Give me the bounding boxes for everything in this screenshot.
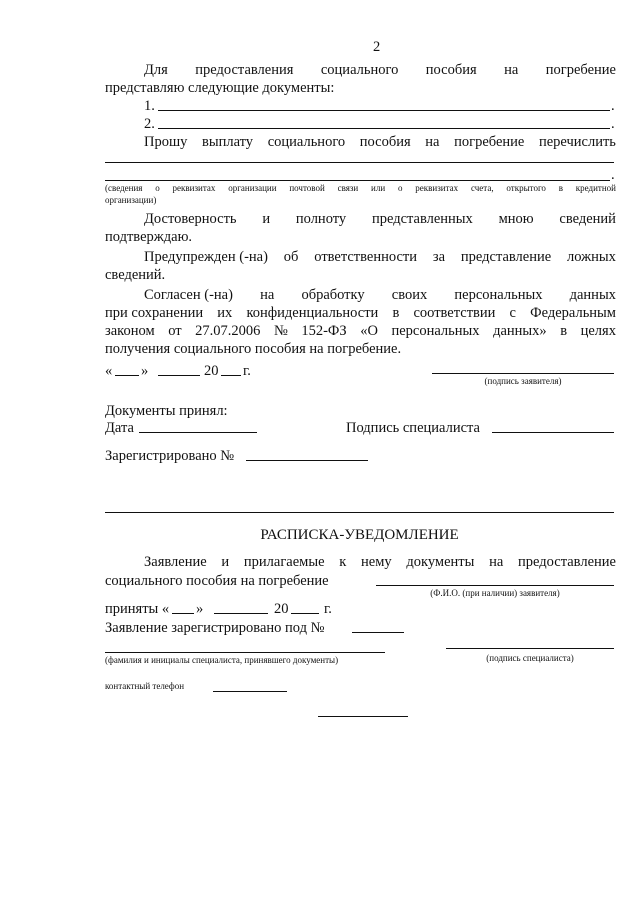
consent3-word-5: 152-ФЗ (301, 323, 347, 339)
docs-word-3: социального (320, 62, 399, 78)
receipt-word-2: и (221, 554, 230, 570)
receipt-title: РАСПИСКА-УВЕДОМЛЕНИЕ (260, 527, 459, 543)
note-word-8: о (397, 183, 403, 193)
receipt-year-prefix: 20 (274, 601, 289, 617)
receipt-month-field[interactable] (214, 613, 268, 614)
receipt-close-quote: » (196, 601, 204, 617)
specialist-name-field[interactable] (105, 652, 385, 653)
note-word-10: счета, (470, 183, 494, 193)
receipt-specialist-signature-field[interactable] (446, 648, 614, 649)
consent-line-3 (105, 322, 616, 340)
confirm-word-5: мною (498, 211, 534, 227)
warned-line-2: сведений. (105, 267, 166, 283)
cut-separator-line (105, 512, 614, 513)
note-word-5: почтовой (289, 183, 325, 193)
note-word-2: о (155, 183, 160, 193)
consent2-word-2: их (217, 305, 233, 321)
note-word-1: (сведения (105, 183, 143, 193)
accepted-title: Документы принял: (105, 403, 228, 419)
consent-line-4: получения социального пособия на погребение. (105, 341, 402, 357)
confirm-line (144, 210, 616, 228)
confirm-line-2: подтверждаю. (105, 229, 193, 245)
accepted-date-field[interactable] (139, 432, 257, 433)
doc-item-2-field[interactable] (158, 128, 610, 129)
docs-word-4: пособия (425, 62, 477, 78)
date-month-field[interactable] (158, 375, 200, 376)
pay-word-4: пособия (359, 134, 411, 150)
confirm-word-4: представленных (371, 211, 473, 227)
docs-intro-line (144, 61, 616, 79)
warned-word-1: Предупрежден (-на) (144, 249, 268, 265)
doc-item-1-field[interactable] (158, 110, 610, 111)
specialist-signature-field[interactable] (492, 432, 614, 433)
receipt-year-field[interactable] (291, 613, 319, 614)
receipt-line-1 (144, 553, 616, 571)
consent-word-3: обработку (301, 287, 365, 303)
applicant-fio-caption: (Ф.И.О. (при наличии) заявителя) (430, 588, 560, 598)
consent-line-2 (105, 304, 616, 322)
consent3-word-2: от (168, 323, 182, 339)
receipt-word-6: документы (406, 554, 475, 570)
doc-item-1-number: 1. (144, 98, 155, 114)
payment-details-caption (105, 183, 616, 194)
closing-rule (318, 716, 408, 717)
warned-line (144, 248, 616, 266)
consent2-word-6: с (509, 305, 516, 321)
contact-phone-field[interactable] (213, 691, 287, 692)
consent3-word-7: персональных (391, 323, 480, 339)
receipt-word-5: нему (361, 554, 392, 570)
date-close-quote: » (141, 363, 149, 379)
receipt-accepted-label: приняты « (105, 601, 170, 617)
consent3-word-4: № (273, 323, 288, 339)
date-year-field[interactable] (221, 375, 241, 376)
consent-word-1: Согласен (-на) (144, 287, 233, 303)
receipt-word-8: предоставление (518, 554, 616, 570)
doc-item-2-number: 2. (144, 116, 155, 132)
warned-word-2: об (283, 249, 299, 265)
docs-word-5: на (504, 62, 519, 78)
consent-word-4: своих (391, 287, 428, 303)
consent2-word-1: при сохранении (105, 305, 204, 321)
note-word-3: реквизитах (172, 183, 216, 193)
warned-word-5: представление (460, 249, 552, 265)
receipt-line-2: социального пособия на погребение (105, 573, 329, 589)
pay-word-3: социального (267, 134, 346, 150)
note-word-12: в (558, 183, 563, 193)
warned-word-6: ложных (567, 249, 616, 265)
receipt-registered-label: Заявление зарегистрировано под № (105, 620, 325, 636)
warned-word-3: ответственности (314, 249, 418, 265)
confirm-word-2: и (262, 211, 271, 227)
note-word-7: или (371, 183, 386, 193)
consent3-word-8: данных» (493, 323, 547, 339)
consent-line-1 (144, 286, 616, 304)
warned-word-4: за (432, 249, 446, 265)
receipt-word-7: на (489, 554, 504, 570)
payment-details-field-2[interactable] (105, 180, 610, 181)
consent3-word-1: законом (105, 323, 155, 339)
pay-word-6: погребение (454, 134, 525, 150)
confirm-word-1: Достоверность (144, 211, 237, 227)
applicant-fio-field[interactable] (376, 585, 614, 586)
specialist-name-caption: (фамилия и инициалы специалиста, принявшего документы) (105, 655, 339, 665)
confirm-word-3: полноту (295, 211, 347, 227)
docs-word-1: Для (144, 62, 168, 78)
consent2-word-3: конфиденциальности (246, 305, 379, 321)
receipt-registered-field[interactable] (352, 632, 404, 633)
date-g: г. (243, 363, 251, 379)
registered-number-field[interactable] (246, 460, 368, 461)
receipt-specialist-signature-caption: (подпись специалиста) (486, 653, 574, 663)
docs-intro-line-2: представляю следующие документы: (105, 80, 335, 96)
receipt-word-4: к (339, 554, 347, 570)
pay-word-7: перечислить (538, 134, 616, 150)
pay-word-1: Прошу (144, 134, 188, 150)
consent2-word-5: соответствии (413, 305, 496, 321)
note-word-4: организации (228, 183, 277, 193)
consent2-word-7: Федеральным (530, 305, 616, 321)
consent-word-2: на (260, 287, 275, 303)
receipt-day-field[interactable] (172, 613, 194, 614)
doc-item-2-dot: . (611, 116, 615, 132)
note-word-13: кредитной (575, 183, 616, 193)
date-open-quote: « (105, 363, 113, 379)
receipt-g: г. (324, 601, 332, 617)
registered-label: Зарегистрировано № (105, 448, 235, 464)
payment-details-field-1[interactable] (105, 162, 614, 163)
note-word-6: связи (337, 183, 359, 193)
consent3-word-9: в (560, 323, 568, 339)
docs-word-2: предоставления (195, 62, 294, 78)
doc-item-1-dot: . (611, 98, 615, 114)
payment-details-caption-2: организации) (105, 195, 157, 205)
consent-word-5: персональных (454, 287, 543, 303)
note-word-9: реквизитах (415, 183, 459, 193)
consent3-word-3: 27.07.2006 (195, 323, 261, 339)
contact-phone-label: контактный телефон (105, 681, 185, 691)
payment-details-dot: . (611, 167, 615, 183)
consent2-word-4: в (392, 305, 400, 321)
pay-word-2: выплату (202, 134, 254, 150)
receipt-word-1: Заявление (144, 554, 207, 570)
page-number: 2 (373, 39, 381, 55)
note-word-11: открытого (506, 183, 546, 193)
confirm-word-6: сведений (559, 211, 616, 227)
payment-request-line (144, 133, 616, 151)
date-year-prefix: 20 (204, 363, 219, 379)
consent-word-6: данных (569, 287, 616, 303)
consent3-word-6: «О (360, 323, 378, 339)
accepted-date-label: Дата (105, 420, 134, 436)
specialist-signature-label: Подпись специалиста (346, 420, 480, 436)
applicant-signature-caption: (подпись заявителя) (484, 376, 562, 386)
date-day-field[interactable] (115, 375, 139, 376)
applicant-signature-field[interactable] (432, 373, 614, 374)
pay-word-5: на (425, 134, 440, 150)
receipt-word-3: прилагаемые (243, 554, 325, 570)
consent3-word-10: целях (580, 323, 616, 339)
docs-word-6: погребение (545, 62, 616, 78)
